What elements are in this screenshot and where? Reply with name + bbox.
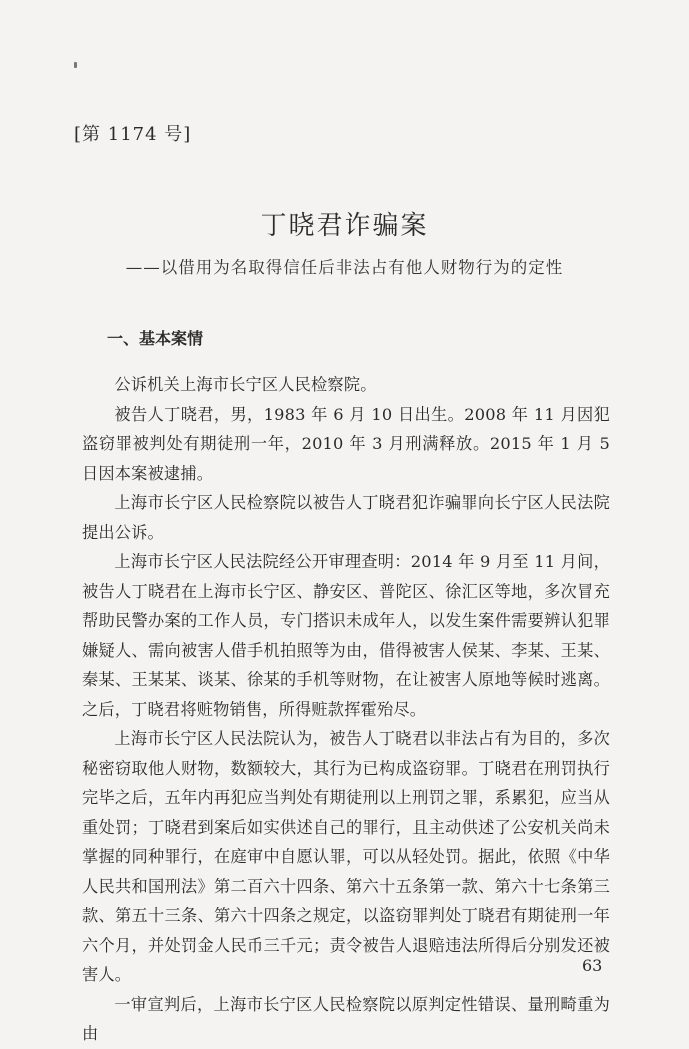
page-number: 63	[582, 956, 603, 975]
paragraph: 一审宣判后，上海市长宁区人民检察院以原判定性错误、量刑畸重为由	[82, 994, 610, 1043]
case-number: [第 1174 号]	[74, 124, 192, 145]
paragraph: 上海市长宁区人民法院经公开审理查明：2014 年 9 月至 11 月间，被告人丁晓君在上海市长宁区、静安区、普陀区、徐汇区等地，多次冒充帮助民警办案的工作人员，专门搭识未成年人，以发生案件需要辨认犯罪嫌疑人、需向被害人借手机拍照等为由，借得被害人侯某、李某、王某、秦某、王某某、谈某、徐某的手机等财物，在让被害人原地等候时逃离。之后，丁晓君将赃物销售，所得赃款挥霍殆尽。	[82, 552, 610, 719]
body-text	[82, 370, 610, 1049]
section-heading: 一、基本案情	[107, 329, 204, 348]
page-title: 丁晓君诈骗案	[260, 211, 429, 241]
paragraph: 被告人丁晓君，男，1983 年 6 月 10 日出生。2008 年 11 月因犯盗窃罪被判处有期徒刑一年，2010 年 3 月刑满释放。2015 年 1 月 5 日因本案被逮捕。	[82, 404, 610, 483]
paragraph: 上海市长宁区人民检察院以被告人丁晓君犯诈骗罪向长宁区人民法院提出公诉。	[82, 493, 610, 542]
stray-mark	[74, 62, 77, 68]
paragraph: 公诉机关上海市长宁区人民检察院。	[114, 375, 377, 394]
paragraph: 上海市长宁区人民法院认为，被告人丁晓君以非法占有为目的，多次秘密窃取他人财物，数额较大，其行为已构成盗窃罪。丁晓君在刑罚执行完毕之后，五年内再犯应当判处有期徒刑以上刑罚之罪，系累犯，应当从重处罚；丁晓君到案后如实供述自己的罪行，且主动供述了公安机关尚未掌握的同种罪行，在庭审中自愿认罪，可以从轻处罚。据此，依照《中华人民共和国刑法》第二百六十四条、第六十五条第一款、第六十七条第三款、第五十三条、第六十四条之规定，以盗窃罪判处丁晓君有期徒刑一年六个月，并处罚金人民币三千元；责令被告人退赔违法所得后分别发还被害人。	[82, 729, 610, 984]
page-subtitle: ——以借用为名取得信任后非法占有他人财物行为的定性	[125, 258, 564, 277]
